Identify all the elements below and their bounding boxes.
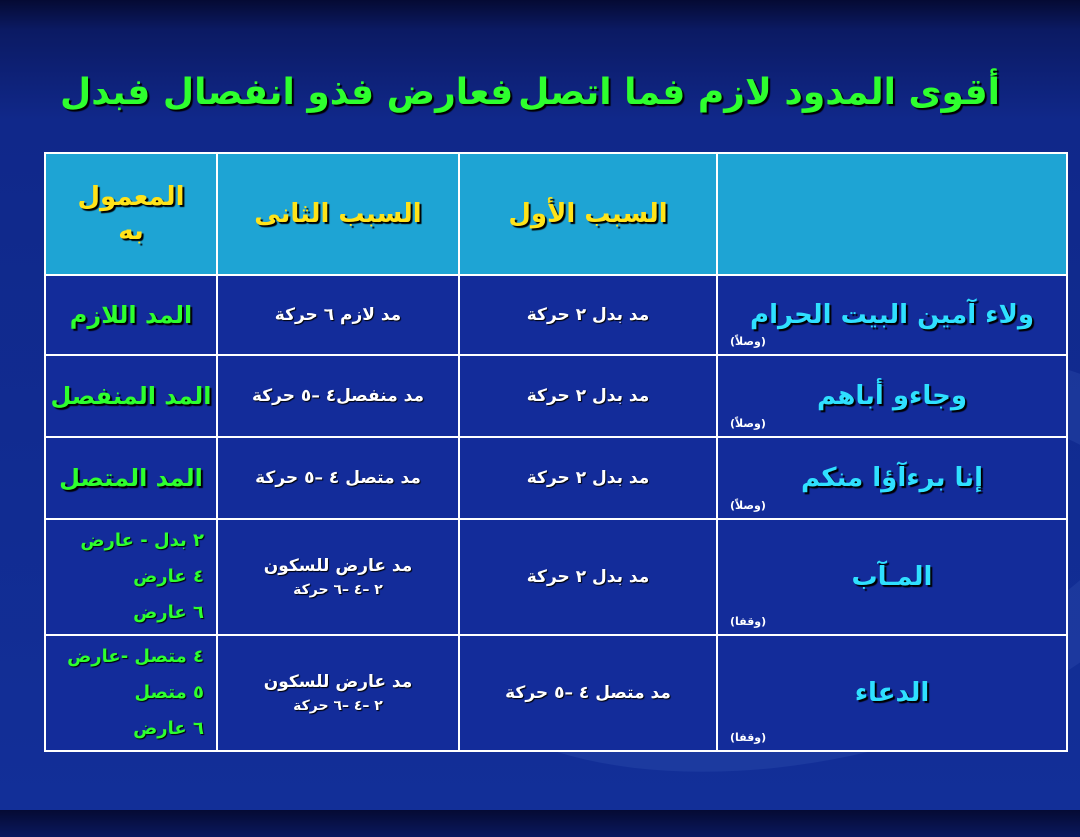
maamul-text: المد المنفصل	[50, 382, 212, 410]
sabab1-text: مد بدل ٢ حركة	[526, 567, 650, 587]
sabab2-cell	[217, 355, 459, 437]
example-cell	[717, 355, 1067, 437]
table-header-row	[45, 153, 1067, 275]
example-cell	[717, 635, 1067, 751]
example-note: (وصلاً)	[730, 417, 766, 430]
example-text: المـآب	[851, 562, 933, 592]
sabab2-text: مد عارض للسكون	[263, 672, 413, 692]
example-note: (وصلاً)	[730, 499, 766, 512]
example-text: الدعاء	[854, 678, 930, 708]
sabab1-cell	[459, 275, 717, 355]
maamul-line: ٤ عارض	[133, 566, 204, 587]
sabab1-text: مد بدل ٢ حركة	[526, 468, 650, 488]
table-row	[45, 275, 1067, 355]
maamul-text: المد اللازم	[69, 301, 193, 329]
sabab2-cell	[217, 275, 459, 355]
sabab2-cell	[217, 635, 459, 751]
maamul-lines	[50, 523, 212, 631]
sabab1-cell	[459, 519, 717, 635]
maamul-cell	[45, 275, 217, 355]
slide-title	[60, 62, 1000, 122]
maamul-cell	[45, 635, 217, 751]
maamul-line: ٦ عارض	[133, 602, 204, 623]
example-text: إنا برءآؤا منكم	[801, 463, 983, 493]
header-sabab2: السبب الثانى	[217, 153, 459, 275]
maamul-line: ٢ بدل - عارض	[80, 530, 204, 551]
example-note: (وقفا)	[730, 615, 767, 628]
sabab2-text: مد متصل ٤ –٥ حركة	[255, 468, 421, 488]
example-text: ولاء آمين البيت الحرام	[750, 300, 1034, 330]
maamul-line: ٥ متصل	[134, 682, 204, 703]
sabab1-cell	[459, 355, 717, 437]
sabab1-text: مد بدل ٢ حركة	[526, 386, 650, 406]
sabab1-text: مد متصل ٤ –٥ حركة	[505, 683, 671, 703]
header-example	[717, 153, 1067, 275]
maamul-line: ٤ متصل -عارض	[67, 646, 204, 667]
maamul-lines	[50, 639, 212, 747]
sabab2-text: مد عارض للسكون	[263, 556, 413, 576]
maamul-line: ٦ عارض	[133, 718, 204, 739]
maamul-cell	[45, 355, 217, 437]
title-right-phrase: أقوى المدود لازم فما اتصل	[518, 71, 1000, 113]
table-row	[45, 635, 1067, 751]
table-row	[45, 437, 1067, 519]
maamul-text: المد المتصل	[59, 464, 203, 492]
example-cell	[717, 275, 1067, 355]
madd-comparison-table	[44, 152, 1068, 752]
example-note: (وصلاً)	[730, 335, 766, 348]
header-sabab1: السبب الأول	[459, 153, 717, 275]
example-note: (وقفا)	[730, 731, 767, 744]
example-cell	[717, 519, 1067, 635]
sabab2-text: مد منفصل٤ –٥ حركة	[251, 386, 425, 406]
title-left-phrase: فعارض فذو انفصال فبدل	[60, 71, 514, 113]
sabab2-subtext: ٢ –٤ –٦ حركة	[293, 582, 383, 598]
sabab2-cell	[217, 437, 459, 519]
sabab1-text: مد بدل ٢ حركة	[526, 305, 650, 325]
sabab2-text: مد لازم ٦ حركة	[274, 305, 402, 325]
header-maamul	[45, 153, 217, 275]
table-row	[45, 355, 1067, 437]
sabab1-cell	[459, 437, 717, 519]
maamul-cell	[45, 437, 217, 519]
sabab2-cell	[217, 519, 459, 635]
example-cell	[717, 437, 1067, 519]
sabab2-subtext: ٢ –٤ –٦ حركة	[293, 698, 383, 714]
header-maamul-label: المعمول به	[77, 182, 185, 246]
example-text: وجاءو أباهم	[816, 381, 968, 411]
table-row	[45, 519, 1067, 635]
maamul-cell	[45, 519, 217, 635]
sabab1-cell	[459, 635, 717, 751]
